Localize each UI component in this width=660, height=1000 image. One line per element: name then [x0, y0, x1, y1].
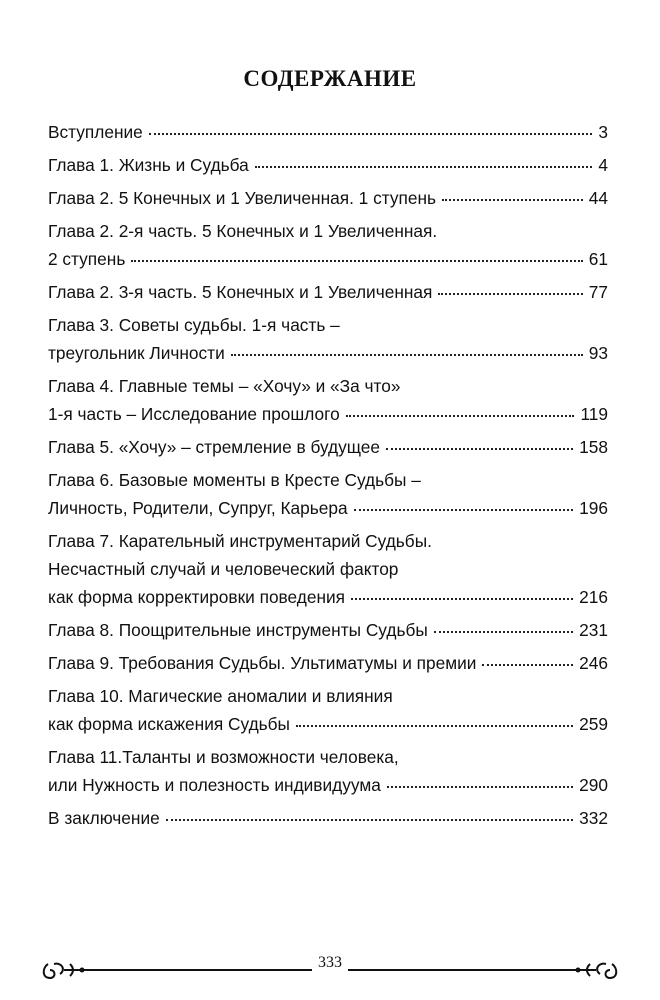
toc-entry [48, 743, 608, 799]
toc-entry [48, 527, 608, 611]
toc-entry-row [48, 433, 608, 461]
toc-entry [48, 118, 608, 146]
toc-entry-row [48, 245, 608, 273]
toc-entry-page-number: 119 [580, 404, 608, 424]
toc-entry-page-number: 290 [579, 775, 608, 795]
toc-entry-row [48, 278, 608, 306]
dot-leader [442, 199, 583, 201]
toc-entry-title-line: треугольник Личности [48, 343, 225, 363]
toc-entry-title-line: Глава 4. Главные темы – «Хочу» и «За что» [48, 376, 401, 396]
dot-leader [434, 631, 573, 633]
toc-entry [48, 433, 608, 461]
toc-entry-row [48, 616, 608, 644]
toc-entry-row [48, 494, 608, 522]
toc-entry [48, 804, 608, 832]
toc-entry [48, 649, 608, 677]
dot-leader [255, 166, 593, 168]
toc-entry-title-line: Глава 5. «Хочу» – стремление в будущее [48, 437, 381, 457]
toc-entry-row [48, 710, 608, 738]
toc-entry [48, 616, 608, 644]
toc-entry-page-number: 3 [598, 122, 608, 142]
page-footer [40, 950, 620, 990]
toc-entry-title-line: или Нужность и полезность индивидуума [48, 775, 381, 795]
dot-leader [482, 664, 573, 666]
toc-entry-page-number: 332 [579, 808, 608, 828]
toc-entry-row [48, 151, 608, 179]
dot-leader [438, 293, 582, 295]
page-title: СОДЕРЖАНИЕ [243, 66, 417, 91]
toc-entry [48, 372, 608, 428]
toc-entry-row [48, 184, 608, 212]
toc-entry-title-line: Глава 2. 3-я часть. 5 Конечных и 1 Увеличенная [48, 282, 433, 302]
dot-leader [296, 725, 573, 727]
toc-entry-page-number: 77 [588, 282, 608, 302]
toc-entry-title-line: Глава 3. Советы судьбы. 1-я часть – [48, 315, 340, 335]
toc-entry-page-number: 259 [579, 714, 608, 734]
toc-entry [48, 278, 608, 306]
toc-entry [48, 151, 608, 179]
toc-entry-title-line: Глава 1. Жизнь и Судьба [48, 155, 249, 175]
dot-leader [346, 415, 575, 417]
page-number: 333 [312, 954, 348, 971]
toc-entry-row [48, 649, 608, 677]
toc-entry-row [48, 771, 608, 799]
toc-entry [48, 217, 608, 273]
toc-entry-title-line: как форма корректировки поведения [48, 587, 346, 607]
dot-leader [387, 786, 573, 788]
toc-entry-row [48, 400, 608, 428]
toc-entry-row [48, 804, 608, 832]
toc-entry [48, 311, 608, 367]
dot-leader [386, 448, 573, 450]
toc-entry-title-line: Глава 2. 5 Конечных и 1 Увеличенная. 1 ступень [48, 188, 436, 208]
toc-entry-title-line: Глава 7. Карательный инструментарий Судьбы. [48, 531, 432, 551]
toc-entry-page-number: 158 [579, 437, 608, 457]
dot-leader [166, 819, 573, 821]
toc-entry [48, 682, 608, 738]
toc-entry-title-line: Глава 11.Таланты и возможности человека, [48, 747, 399, 767]
toc-entry-title-line: Глава 8. Поощрительные инструменты Судьбы [48, 620, 428, 640]
toc-entry-page-number: 61 [588, 249, 608, 269]
toc-entry-title-line: В заключение [48, 808, 160, 828]
toc-entry [48, 466, 608, 522]
toc-entry-row [48, 118, 608, 146]
toc-entry-page-number: 216 [579, 587, 608, 607]
toc-entry-title-line: Глава 10. Магические аномалии и влияния [48, 686, 393, 706]
toc-entry-page-number: 93 [588, 343, 608, 363]
toc-entry-title-line: 2 ступень [48, 249, 126, 269]
toc-entry-page-number: 246 [579, 653, 608, 673]
toc-entry-row [48, 339, 608, 367]
toc-entry-title-line: Глава 2. 2-я часть. 5 Конечных и 1 Увеличенная. [48, 221, 438, 241]
dot-leader [351, 598, 573, 600]
dot-leader [149, 133, 593, 135]
toc-entry-title-line: как форма искажения Судьбы [48, 714, 290, 734]
toc-entry-title-line: Глава 9. Требования Судьбы. Ультиматумы и премии [48, 653, 477, 673]
toc-entry-title-line: Глава 6. Базовые моменты в Кресте Судьбы – [48, 470, 421, 490]
table-of-contents [48, 118, 608, 837]
dot-leader [131, 260, 582, 262]
toc-entry-page-number: 4 [598, 155, 608, 175]
toc-entry-title-line: Личность, Родители, Супруг, Карьера [48, 498, 348, 518]
dot-leader [354, 509, 574, 511]
toc-entry-row [48, 583, 608, 611]
dot-leader [231, 354, 583, 356]
toc-entry-page-number: 44 [588, 188, 608, 208]
toc-entry [48, 184, 608, 212]
toc-entry-title-line: Несчастный случай и человеческий фактор [48, 559, 399, 579]
toc-entry-title-line: 1-я часть – Исследование прошлого [48, 404, 340, 424]
toc-entry-page-number: 196 [579, 498, 608, 518]
toc-entry-title-line: Вступление [48, 122, 143, 142]
toc-entry-page-number: 231 [579, 620, 608, 640]
